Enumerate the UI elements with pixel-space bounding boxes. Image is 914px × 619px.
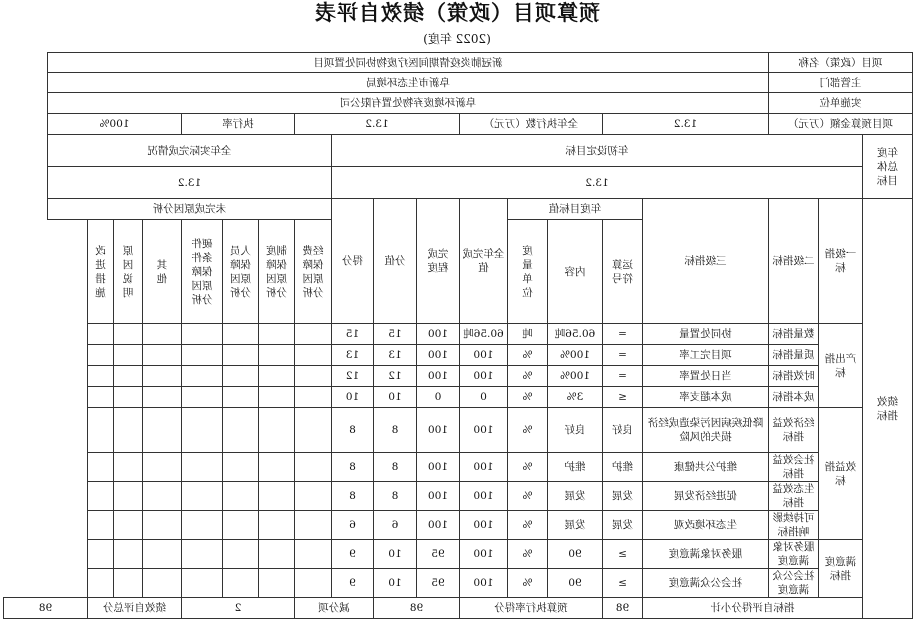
empty-cell — [259, 482, 295, 511]
empty-cell — [143, 408, 182, 453]
row-degree: 100 — [417, 366, 460, 387]
row-content: 90 — [548, 540, 603, 569]
empty-cell — [114, 540, 143, 569]
row-level2: 可持续影响指标 — [769, 511, 819, 540]
empty-cell — [182, 482, 223, 511]
row-level3: 服务对象满意度 — [643, 540, 769, 569]
empty-cell — [114, 482, 143, 511]
empty-cell — [223, 366, 259, 387]
table-row — [4, 366, 913, 387]
empty-cell — [182, 366, 223, 387]
empty-cell — [259, 453, 295, 482]
empty-cell — [259, 366, 295, 387]
level3-header: 三级指标 — [643, 199, 769, 324]
table-row — [4, 345, 913, 366]
row-level3: 生态环境改观 — [643, 511, 769, 540]
row-content: 90 — [548, 569, 603, 598]
complete-value-header-line: 全年完成 — [462, 248, 505, 260]
row-unit: % — [508, 387, 548, 408]
row-done: 0 — [460, 387, 508, 408]
rate-value: 100% — [48, 114, 182, 135]
row-level2: 时效指标 — [769, 366, 819, 387]
row-level3: 协同处置量 — [643, 324, 769, 345]
row-content: 100% — [548, 366, 603, 387]
empty-cell — [295, 345, 332, 366]
empty-cell — [88, 482, 114, 511]
empty-cell — [114, 345, 143, 366]
row-op: = — [603, 324, 643, 345]
effect-group-line: 效益指 — [824, 460, 857, 473]
effect-group-line: 标 — [835, 474, 846, 487]
row-level3: 成本超支率 — [643, 387, 769, 408]
unit-header-line: 位 — [522, 286, 533, 299]
annual-goal-label-line: 年度 — [877, 146, 898, 159]
planned-goal-label: 年初设定目标 — [332, 135, 863, 167]
row-level3: 维护公共健康 — [643, 453, 769, 482]
empty-cell — [295, 366, 332, 387]
row-get-score: 8 — [332, 408, 374, 453]
row-done: 60.56吨 — [460, 324, 508, 345]
row-content: 维护 — [548, 453, 603, 482]
empty-cell — [223, 387, 259, 408]
reason-header-line: 原因 — [302, 272, 324, 285]
reason-header-line: 分析 — [230, 286, 251, 299]
level1-header-line: 一级指 — [824, 248, 857, 260]
report-year: (2022 年度) — [423, 32, 491, 46]
row-done: 100 — [460, 366, 508, 387]
empty-cell — [182, 324, 223, 345]
row-done: 100 — [460, 511, 508, 540]
row-op: = — [603, 345, 643, 366]
empty-cell — [182, 453, 223, 482]
info-row-dept — [4, 73, 913, 93]
row-score: 8 — [374, 453, 417, 482]
exec-value: 13.2 — [295, 114, 460, 135]
unit-header-line: 单 — [522, 272, 533, 285]
row-content: 发展 — [548, 482, 603, 511]
reason-note-header — [114, 220, 143, 324]
op-header — [603, 220, 643, 324]
empty-cell — [88, 511, 114, 540]
empty-cell — [295, 540, 332, 569]
improvement-header — [88, 220, 114, 324]
row-get-score: 6 — [332, 511, 374, 540]
unit-label: 实施单位 — [769, 93, 913, 114]
actual-goal-label: 全年实际完成情况 — [48, 135, 332, 167]
row-degree: 100 — [417, 482, 460, 511]
row-op: ≤ — [603, 387, 643, 408]
complete-value-header — [460, 199, 508, 324]
empty-cell — [295, 511, 332, 540]
staff-reason-header — [223, 220, 259, 324]
row-score: 13 — [374, 345, 417, 366]
empty-cell — [182, 540, 223, 569]
empty-cell — [114, 453, 143, 482]
row-level2: 成本指标 — [769, 387, 819, 408]
complete-value-header-line: 值 — [478, 262, 489, 274]
empty-cell — [114, 408, 143, 453]
row-done: 100 — [460, 540, 508, 569]
budget-score-value: 98 — [374, 598, 460, 619]
reason-header-line: 分析 — [191, 293, 213, 306]
row-score: 15 — [374, 324, 417, 345]
perf-label-line: 指标 — [877, 409, 898, 422]
level1-header-line: 标 — [835, 262, 846, 274]
row-level3: 社会公众满意度 — [643, 569, 769, 598]
degree-header — [417, 199, 460, 324]
row-degree: 100 — [417, 324, 460, 345]
empty-cell — [143, 540, 182, 569]
funding-reason-header — [295, 220, 332, 324]
info-row-budget — [4, 114, 913, 135]
empty-cell — [114, 387, 143, 408]
row-content: 100% — [548, 345, 603, 366]
row-degree: 95 — [417, 540, 460, 569]
target-group-header: 年度目标值 — [508, 199, 643, 220]
unit-value: 阜新环境废弃物处置有限公司 — [48, 93, 769, 114]
output-group-line: 标 — [835, 366, 846, 379]
empty-cell — [114, 324, 143, 345]
row-level3: 降低疾病因污染造成经济损失的风险 — [643, 408, 769, 453]
row-level2: 社会效益指标 — [769, 453, 819, 482]
row-done: 100 — [460, 453, 508, 482]
reason-header-line: 措 — [95, 272, 106, 285]
planned-goal-value: 13.2 — [332, 167, 863, 199]
empty-cell — [143, 345, 182, 366]
row-get-score: 15 — [332, 324, 374, 345]
row-get-score: 12 — [332, 366, 374, 387]
empty-cell — [114, 366, 143, 387]
satisfaction-group-line: 满意度 — [824, 555, 857, 568]
row-score: 8 — [374, 408, 417, 453]
empty-cell — [223, 324, 259, 345]
reason-header-line: 经费 — [302, 244, 324, 257]
row-op: = — [603, 366, 643, 387]
row-level3: 项目完工率 — [643, 345, 769, 366]
reason-header-line: 人员 — [230, 244, 251, 257]
project-name-label: 项目（政策）名称 — [769, 53, 913, 73]
exec-label: 全年执行数（万元） — [460, 114, 603, 135]
row-unit: % — [508, 511, 548, 540]
empty-cell — [223, 482, 259, 511]
row-content: 3% — [548, 387, 603, 408]
degree-header-line: 程度 — [427, 262, 449, 274]
unit-header-line: 量 — [522, 258, 533, 271]
empty-cell — [182, 569, 223, 598]
get-score-header: 得分 — [332, 199, 374, 324]
empty-cell — [295, 387, 332, 408]
empty-cell — [143, 366, 182, 387]
annual-goal-label-line: 目标 — [877, 174, 898, 187]
reason-header-line: 保障 — [302, 258, 324, 271]
footer-row — [4, 598, 913, 619]
op-header-line: 符号 — [612, 272, 633, 285]
unit-header — [508, 220, 548, 324]
row-get-score: 10 — [332, 387, 374, 408]
row-get-score: 9 — [332, 540, 374, 569]
row-unit: % — [508, 345, 548, 366]
row-content: 60.56吨 — [548, 324, 603, 345]
table-row — [4, 540, 913, 569]
empty-cell — [143, 511, 182, 540]
empty-cell — [114, 569, 143, 598]
empty-cell — [88, 324, 114, 345]
table-row — [4, 482, 913, 511]
table-row — [4, 387, 913, 408]
budget-value: 13.2 — [603, 114, 769, 135]
reason-header-line: 原因 — [191, 279, 213, 292]
table-row — [4, 453, 913, 482]
content-header: 内容 — [548, 220, 603, 324]
empty-cell — [114, 511, 143, 540]
empty-cell — [223, 511, 259, 540]
row-get-score: 9 — [332, 569, 374, 598]
reason-header-line: 施 — [95, 286, 106, 299]
other-reason-header — [143, 220, 182, 324]
row-score: 8 — [374, 482, 417, 511]
goals-value-row — [4, 167, 913, 199]
row-score: 12 — [374, 366, 417, 387]
effect-group-label — [819, 408, 863, 540]
reason-header-line: 条件 — [191, 251, 213, 264]
empty-cell — [259, 408, 295, 453]
row-degree: 0 — [417, 387, 460, 408]
page-title: 预算项目（政策）绩效自评表 — [314, 0, 600, 25]
row-unit: 吨 — [508, 324, 548, 345]
row-unit: % — [508, 540, 548, 569]
row-level2: 服务对象满意度 — [769, 540, 819, 569]
info-row-project — [4, 53, 913, 73]
evaluation-table — [3, 52, 913, 619]
reason-header-line: 他 — [156, 272, 168, 285]
reason-group-header: 未完成原因分析 — [48, 199, 332, 220]
row-score: 6 — [374, 511, 417, 540]
empty-cell — [259, 387, 295, 408]
row-op: ≥ — [603, 540, 643, 569]
actual-goal-value: 13.2 — [48, 167, 332, 199]
reason-header-line: 制度 — [266, 244, 287, 257]
empty-cell — [88, 387, 114, 408]
rate-label: 执行率 — [182, 114, 295, 135]
row-done: 100 — [460, 345, 508, 366]
row-unit: % — [508, 366, 548, 387]
empty-cell — [259, 345, 295, 366]
row-degree: 100 — [417, 345, 460, 366]
budget-score-label: 预算执行率得分 — [460, 598, 603, 619]
reason-header-line: 进 — [95, 258, 106, 271]
row-level2: 数量指标 — [769, 324, 819, 345]
level2-header: 二级指标 — [769, 199, 819, 324]
reason-header-line: 分析 — [266, 286, 287, 299]
empty-cell — [223, 453, 259, 482]
row-op: 良好 — [603, 408, 643, 453]
row-get-score: 8 — [332, 482, 374, 511]
reason-header-line: 明 — [122, 286, 134, 299]
empty-cell — [259, 540, 295, 569]
perf-label-line: 绩效 — [877, 395, 898, 408]
output-group-line: 产出指 — [824, 352, 857, 365]
level1-header — [819, 199, 863, 324]
reason-header-line: 保障 — [230, 258, 251, 271]
empty-cell — [143, 569, 182, 598]
row-degree: 100 — [417, 511, 460, 540]
empty-cell — [182, 511, 223, 540]
system-reason-header — [259, 220, 295, 324]
table-row — [4, 324, 913, 345]
subtotal-value: 98 — [603, 598, 643, 619]
row-degree: 95 — [417, 569, 460, 598]
empty-cell — [295, 569, 332, 598]
reason-header-line: 硬件 — [191, 237, 213, 250]
reason-header-line: 原 — [122, 244, 134, 257]
reason-header-line: 保障 — [191, 265, 213, 278]
empty-cell — [143, 453, 182, 482]
row-unit: % — [508, 408, 548, 453]
row-degree: 100 — [417, 408, 460, 453]
op-header-line: 运算 — [612, 258, 633, 271]
empty-cell — [182, 387, 223, 408]
annual-goal-label-line: 总体 — [877, 160, 898, 173]
row-level2: 生态效益指标 — [769, 482, 819, 511]
empty-cell — [295, 324, 332, 345]
dept-label: 主管部门 — [769, 73, 913, 93]
empty-cell — [182, 345, 223, 366]
row-content: 良好 — [548, 408, 603, 453]
goals-label-row — [4, 135, 913, 167]
empty-cell — [143, 324, 182, 345]
row-level3: 促进经济发展 — [643, 482, 769, 511]
row-level3: 当日处置率 — [643, 366, 769, 387]
output-group-label — [819, 324, 863, 408]
annual-goal-label — [863, 135, 913, 199]
reason-header-line: 原因 — [230, 272, 251, 285]
empty-cell — [259, 324, 295, 345]
reason-header-line: 改 — [95, 244, 106, 257]
row-level2: 质量指标 — [769, 345, 819, 366]
empty-cell — [295, 453, 332, 482]
deduct-value: 2 — [182, 598, 295, 619]
row-unit: % — [508, 453, 548, 482]
empty-cell — [223, 569, 259, 598]
dept-value: 阜新市生态环境局 — [48, 73, 769, 93]
row-unit: % — [508, 569, 548, 598]
row-done: 100 — [460, 569, 508, 598]
empty-cell — [88, 540, 114, 569]
reason-header-line: 分析 — [302, 286, 324, 299]
row-get-score: 13 — [332, 345, 374, 366]
info-row-unit — [4, 93, 913, 114]
empty-cell — [88, 345, 114, 366]
subtotal-label: 指标自评得分小计 — [643, 598, 863, 619]
empty-cell — [88, 569, 114, 598]
empty-cell — [143, 387, 182, 408]
empty-cell — [223, 345, 259, 366]
reason-header-line: 原因 — [266, 272, 287, 285]
row-score: 10 — [374, 387, 417, 408]
row-level2: 经济效益指标 — [769, 408, 819, 453]
row-op: ≥ — [603, 569, 643, 598]
perf-indicator-label — [863, 199, 913, 619]
score-header: 分值 — [374, 199, 417, 324]
row-done: 100 — [460, 482, 508, 511]
row-content: 发展 — [548, 511, 603, 540]
row-op: 维护 — [603, 453, 643, 482]
project-name-value: 新冠肺炎疫情期间医疗废物协同处置项目 — [48, 53, 769, 73]
empty-cell — [223, 408, 259, 453]
empty-cell — [295, 408, 332, 453]
empty-cell — [143, 482, 182, 511]
empty-cell — [223, 540, 259, 569]
total-label: 绩效自评总分 — [88, 598, 182, 619]
row-done: 100 — [460, 408, 508, 453]
table-row — [4, 511, 913, 540]
row-degree: 100 — [417, 453, 460, 482]
table-row — [4, 569, 913, 598]
reason-header-line: 保障 — [266, 258, 287, 271]
row-unit: % — [508, 482, 548, 511]
empty-cell — [295, 482, 332, 511]
row-level2: 社会公众满意度 — [769, 569, 819, 598]
table-row — [4, 408, 913, 453]
reason-header-line: 其 — [156, 258, 168, 271]
unit-header-line: 度 — [522, 244, 533, 257]
row-score: 10 — [374, 569, 417, 598]
degree-header-line: 完成 — [427, 248, 449, 260]
budget-label: 项目预算金额（万元） — [769, 114, 913, 135]
satisfaction-group-line: 指标 — [830, 569, 851, 582]
row-op: 发展 — [603, 511, 643, 540]
reason-header-line: 因 — [122, 258, 134, 271]
total-value: 98 — [4, 598, 88, 619]
row-score: 10 — [374, 540, 417, 569]
row-op: 发展 — [603, 482, 643, 511]
satisfaction-group-label — [819, 540, 863, 598]
reason-header-line: 说 — [122, 272, 134, 285]
empty-cell — [88, 408, 114, 453]
header-row-1 — [4, 199, 913, 220]
empty-cell — [259, 569, 295, 598]
deduct-label: 减分项 — [295, 598, 374, 619]
row-get-score: 8 — [332, 453, 374, 482]
empty-cell — [182, 408, 223, 453]
hardware-reason-header — [182, 220, 223, 324]
empty-cell — [88, 366, 114, 387]
empty-cell — [259, 511, 295, 540]
empty-cell — [88, 453, 114, 482]
